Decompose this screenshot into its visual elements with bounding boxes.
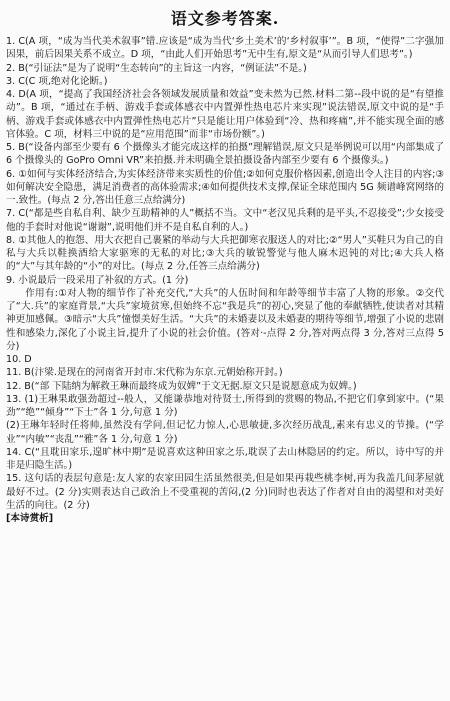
answer-7: 7. C(“都是些自私自利、缺少互助精神的人”概括不当。文中“老汉见兵剩的是平头,不忍接受”;少女接受他的手套时对他说“谢谢”,说明他们并不是自私自利的人。) <box>6 208 444 233</box>
poem-appreciation-heading: [本诗赏析] <box>6 513 54 524</box>
page-title: 语文参考答案. <box>170 9 280 28</box>
answer-9-detail: 作用有:①对人物的细节作了补充交代,“大兵”的人伍时间和年龄等细节丰富了人物的形象。②交代了“大.兵”的家庭背景,“大兵”家境贫寒,但始终不忘“我是兵”的初心,突显了他的奉献牺牲,使读者对其精神更加感佩。③暗示“大兵”憧憬美好生活。“大兵”的未婚妻以及未婚妻的期待等细节,增强了小说的悲剧性和感染力,深化了小说主旨,提升了小说的社会价值。(答对·-点得 2 分,答对两点得 3 分,答对三点得 5 分) <box>6 287 444 352</box>
answer-13-1: 13. (1)王琳果敢强劲超过--般人，又能谦恭地对待贤士,所得到的赏赐的物品,不把它们拿到家中。(“果劲”“绝”“倾身”“下士”各 1 分,句意 1 分) <box>6 393 444 418</box>
answer-1: 1. C(A 项，“成为当代美术叙事”错.应该是“成为当代‘乡土美术’的‘乡村叙事’”。B 项，“使得”二字强加因果，前后因果关系不成立。D 项，“由此人们开始思考”无中生有,原文是“从而引导人们思考”。) <box>6 36 444 61</box>
answer-12: 12. B(“部 下陆纳为解救王琳而最终成为奴婢”于文无据.原文只是说愿意成为奴婢。) <box>6 380 357 392</box>
answer-11: 11. B(汴梁.是现在的河南省开封市.宋代称为东京.元朝始称开封。) <box>6 367 283 379</box>
answer-5: 5. B(“设备内部至少要有 6 个摄像头才能完成这样的拍摄”理解错误,原文只是举例说可以用“内部集成了 6 个摄像头的 GoPro Omni VR”来拍摄.并未明确全景拍摄设备内部至少要有 6 个摄像头。) <box>6 142 444 167</box>
answer-2: 2. B(“引证法”是为了说明“生态转向”的主旨这一内容，“例证法”不是。) <box>6 62 307 74</box>
answer-8: 8. ①其他人的抱怨、用大衣把自己裹紧的举动与大兵把御寒衣服送人的对比;②“男人”买鞋只为自己的自私与大兵以鞋换酒给大家驱寒的无私的对比;③大兵的敏锐警觉与他人麻木迟钝的对比;④大兵人格的“大”与其年龄的“小”的对比。(每点 2 分,任答三点给满分) <box>6 234 444 273</box>
answer-9: 9. 小说最后一段采用了补叙的方式。(1 分) <box>6 274 189 286</box>
answer-10: 10. D <box>6 354 32 365</box>
answer-14: 14. C(“且耽田家乐,遑旷林中期”是说喜欢这种田家之乐,耽误了去山林隐居的约定。所以，诗中写的并非是归隐生活。) <box>6 446 444 471</box>
answer-6: 6. ①如何与实体经济结合,为实体经济带来实质性的价值;②如何克服价格因素,创造出令人注目的内容;③如何解决安全隐患，满足消费者的高体验需求;④如何提供技术支撑,保证全球范围内 5G 频谱峰窝网络的一.致性。(每点 2 分,答出任意三点给满分) <box>6 168 444 206</box>
answer-13-2: (2)王琳年轻时任将帅,虽然没有学问,但记忆力惊人,心思敏捷,多次经历战乱,素来有忠义的节操。(“学业”“内敏”“丧乱”“雅”各 1 分,句意 1 分) <box>6 420 444 445</box>
answer-15: 15. 这句话的表层句意是:友人家的农家田园生活虽然很美,但是如果再栽些桃李树,再为我盖几间茅屋就最好不过。(2 分)实则表达自己政治上不受重视的苦闷,(2 分)同时也表达了作者对自由的渴望和对美好生活的向往。(2 分) <box>6 473 444 511</box>
answer-4: 4. D(A 项，“提高了我国经济社会各领域发展质量和效益”变未然为已然.材料二第--段中说的是“有望推动”。B 项，“通过在手柄、游戏手套或体感衣中内置弹性热电芯片来实现”说法错误,原文中说的是“手柄、游戏手套或体感衣中内置弹性热电芯片”只是能让用户体验到“冷、热和疼痛”,并不能实现全面的感官体验。C 项，材料三中说的是“应用范围”而非“市场份额”。) <box>6 89 444 140</box>
answer-3: 3. C(C 项,绝对化论断。) <box>6 75 108 87</box>
